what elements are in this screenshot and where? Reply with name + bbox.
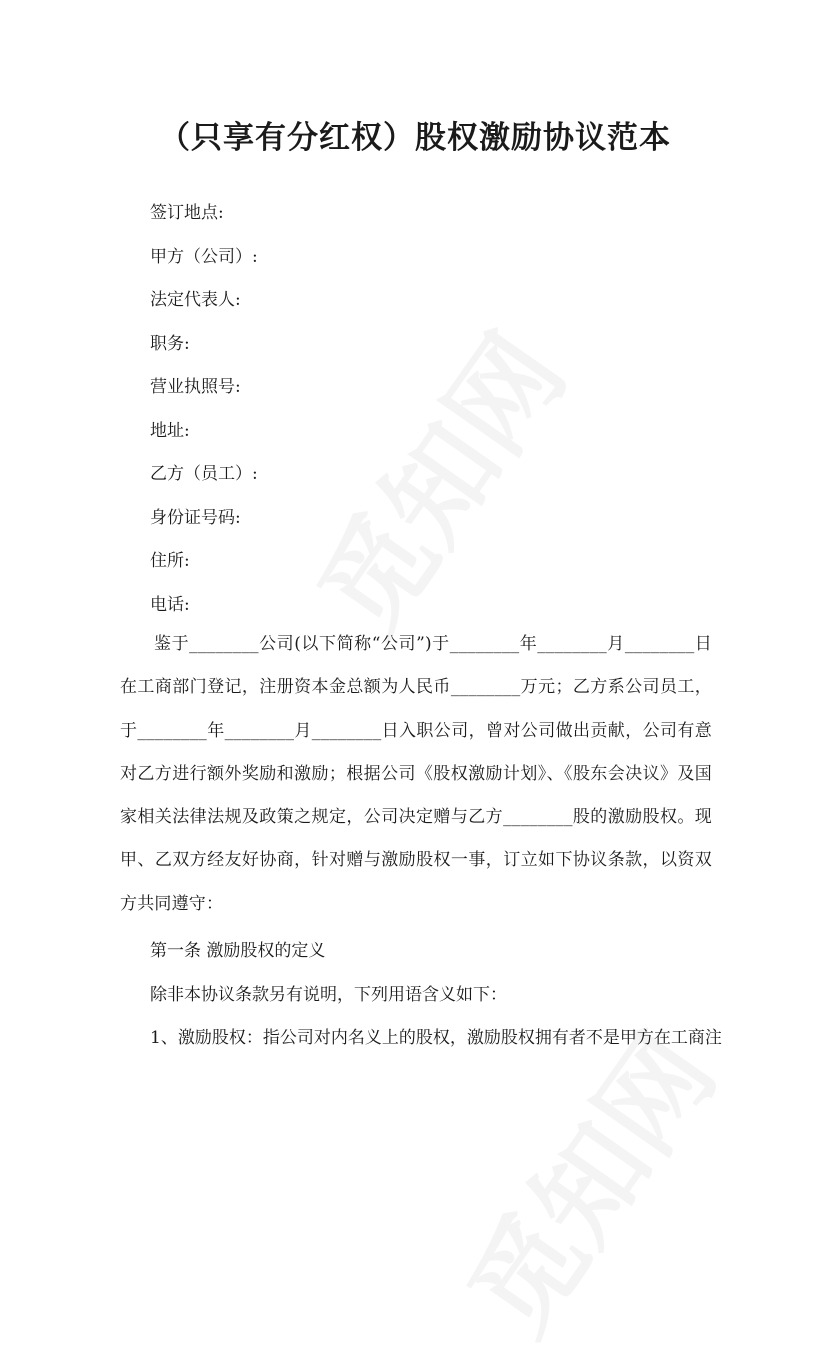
field-signing-place: 签订地点: [150,203,224,223]
field-address: 地址: [150,421,190,441]
field-legal-representative: 法定代表人: [150,290,241,310]
article1-intro: 除非本协议条款另有说明，下列用语含义如下： [150,985,507,1005]
field-business-license: 营业执照号: [150,377,241,397]
article1-heading: 第一条 激励股权的定义 [150,941,326,961]
article1-item1: 1、激励股权：指公司对内名义上的股权，激励股权拥有者不是甲方在工商注 [150,1028,722,1048]
field-id-number: 身份证号码: [150,508,241,528]
intro-paragraph: 鉴于________公司(以下简称“公司”)于________年________月________日在工商部门登记，注册资本金总额为人民币________万元；乙方系公司员工，于________年________月________日入职公司，曾对公司做出贡献，公司有意对乙方进行额外奖励和激励；根据公司《股权激励计划》、《股东会决议》及国家相关法律法规及政策之规定，公司决定赠与乙方________股的激励股权。现甲、乙双方经友好协商，针对赠与激励股权一事，订立如下协议条款，以资双方共同遵守： [120,634,712,914]
field-party-b: 乙方（员工）: [150,464,258,484]
field-phone: 电话: [150,595,190,615]
watermark [276,299,595,660]
watermark [426,999,745,1359]
field-party-a: 甲方（公司）: [150,247,258,267]
document-title: （只享有分红权）股权激励协议范本 [159,120,671,156]
field-residence: 住所: [150,551,190,571]
field-position: 职务: [150,334,190,354]
